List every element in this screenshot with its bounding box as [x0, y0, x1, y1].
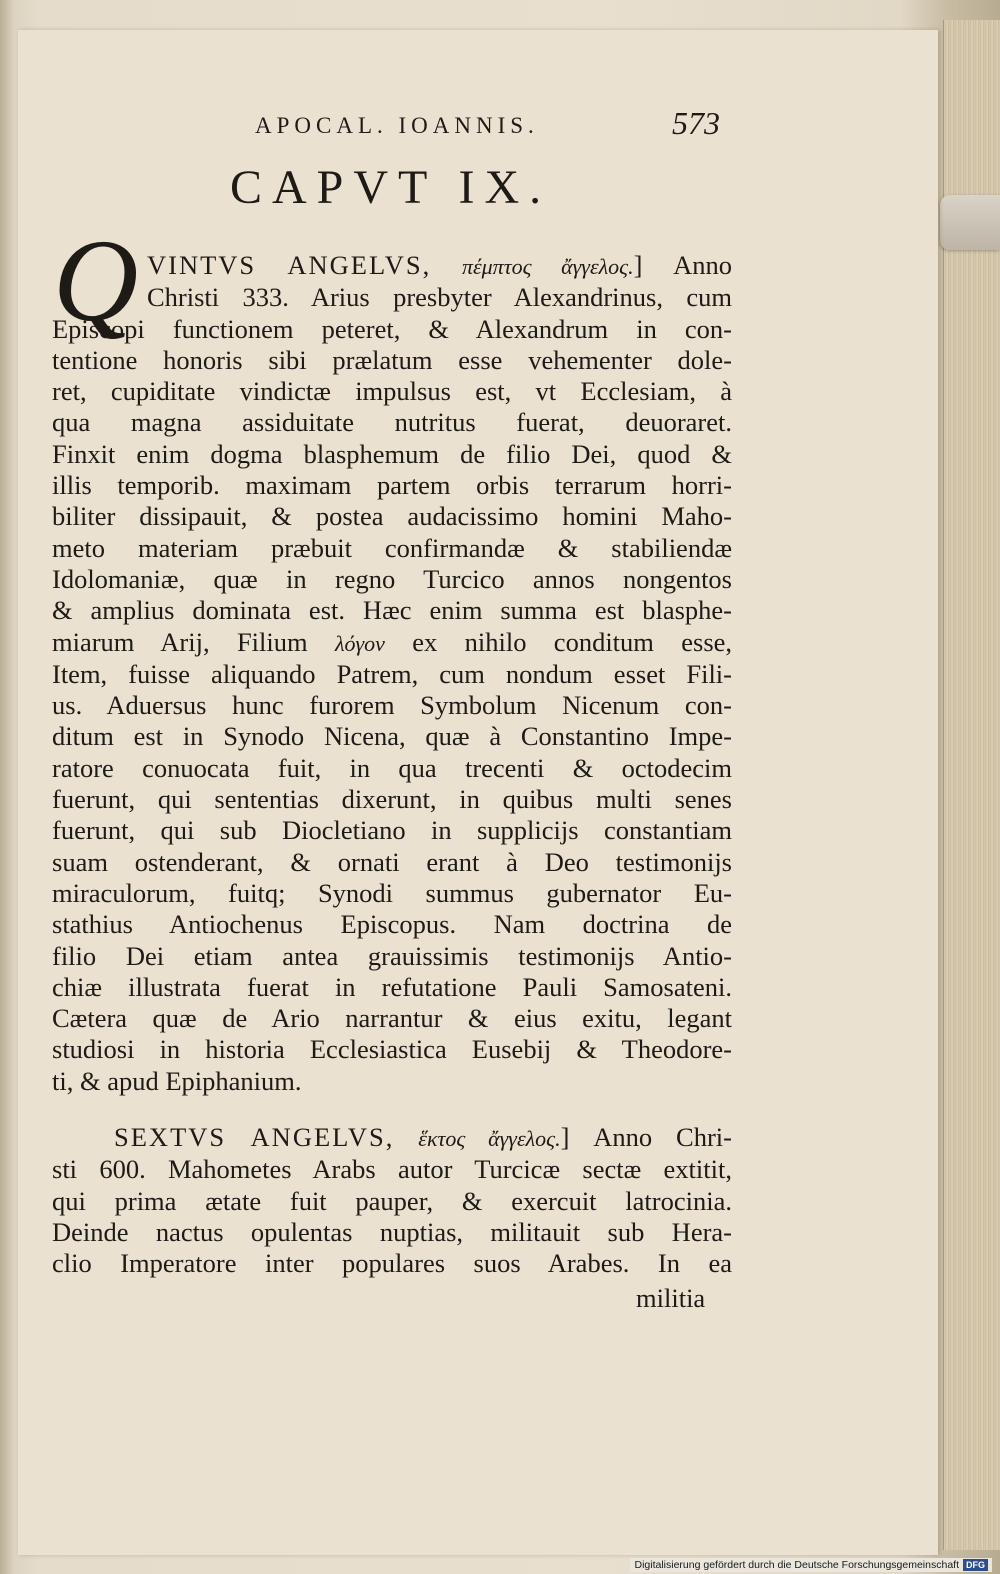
text-line: sti 600. Mahometes Arabs autor Turcicæ sectæ extitit, [52, 1154, 732, 1185]
paragraph-sextus-angelus [52, 1122, 732, 1279]
text-line: Cætera quæ de Ario narrantur & eius exitu, legant [52, 1003, 732, 1034]
text-line: tentione honoris sibi prælatum esse vehementer dole- [52, 344, 732, 375]
chapter-title: CAPVT IX. [230, 161, 552, 214]
text-line: Episcopi functionem peteret, & Alexandrum in con- [52, 313, 732, 344]
text-line: stathius Antiochenus Episcopus. Nam doctrina de [52, 909, 732, 940]
lemma-greek: ἕκτος ἄγγελος. [418, 1126, 561, 1151]
text-line: fuerunt, qui sub Diocletiano in supplicijs constantiam [52, 815, 732, 846]
text-line: ratore conuocata fuit, in qua trecenti & octodecim [52, 752, 732, 783]
catchword: militia [636, 1283, 706, 1313]
text-line: Christi 333. Arius presbyter Alexandrinus, cum [147, 282, 732, 313]
text-line: miraculorum, fuitq; Synodi summus gubernator Eu- [52, 877, 732, 908]
greek-word: λόγον [334, 630, 385, 656]
running-head: APOCAL. IOANNIS. [255, 113, 539, 138]
text-segment: miarum Arij, Filium [52, 626, 308, 657]
text-line: suam ostenderant, & ornati erant à Deo testimonijs [52, 846, 732, 877]
text-line: fuerunt, qui sententias dixerunt, in quibus multi senes [52, 784, 732, 815]
text-line: chiæ illustrata fuerat in refutatione Pauli Samosateni. [52, 971, 732, 1002]
lemma-greek: πέμπτος ἄγγελος. [461, 254, 634, 279]
text-line: studiosi in historia Ecclesiastica Eusebij & Theodore- [52, 1034, 732, 1065]
text-segment: ex nihilo conditum esse, [412, 626, 733, 657]
text-line: qui prima ætate fuit pauper, & exercuit latrocinia. [52, 1185, 732, 1216]
text-line: & amplius dominata est. Hæc enim summa est blasphe- [52, 595, 732, 626]
text-line: ti, & apud Epiphanium. [52, 1065, 302, 1096]
dfg-logo: DFG [963, 1559, 988, 1571]
text-line [52, 627, 732, 659]
digitization-footer [630, 1558, 992, 1572]
text-line: qua magna assiduitate nutritus fuerat, deuoraret. [52, 407, 732, 438]
text-line [52, 250, 732, 282]
text-line: meto materiam præbuit confirmandæ & stabiliendæ [52, 532, 732, 563]
text-line: us. Aduersus hunc furorem Symbolum Nicenum con- [52, 690, 732, 721]
text-line: biliter dissipauit, & postea audacissimo homini Maho- [52, 501, 732, 532]
lemma-latin: VINTVS ANGELVS, [147, 250, 432, 280]
page-number: 573 [672, 105, 720, 141]
lemma-latin: SEXTVS ANGELVS, [114, 1122, 395, 1152]
text-line: filio Dei etiam antea grauissimis testimonijs Antio- [52, 940, 732, 971]
text-line: Item, fuisse aliquando Patrem, cum nondum esset Fili- [52, 658, 732, 689]
text-line: ret, cupiditate vindictæ impulsus est, vt Ecclesiam, à [52, 376, 732, 407]
text-line [52, 1122, 732, 1154]
lemma-tail: ] Anno [633, 250, 732, 280]
text-line: Deinde nactus opulentas nuptias, militauit sub Hera- [52, 1216, 732, 1247]
text-line: illis temporib. maximam partem orbis terrarum horri- [52, 470, 732, 501]
bookmark-clip [940, 195, 1000, 250]
text-line: ditum est in Synodo Nicena, quæ à Constantino Impe- [52, 721, 732, 752]
text-line: Idolomaniæ, quæ in regno Turcico annos nongentos [52, 563, 732, 594]
footer-text: Digitalisierung gefördert durch die Deutsche Forschungsgemeinschaft [634, 1559, 959, 1571]
paragraph-quintus-angelus [52, 250, 732, 1097]
text-line: clio Imperatore inter populares suos Arabes. In ea [52, 1248, 732, 1279]
drop-cap: Q [53, 215, 139, 346]
lemma-tail: ] Anno Chri- [560, 1122, 732, 1152]
text-line: Finxit enim dogma blasphemum de filio Dei, quod & [52, 438, 732, 469]
